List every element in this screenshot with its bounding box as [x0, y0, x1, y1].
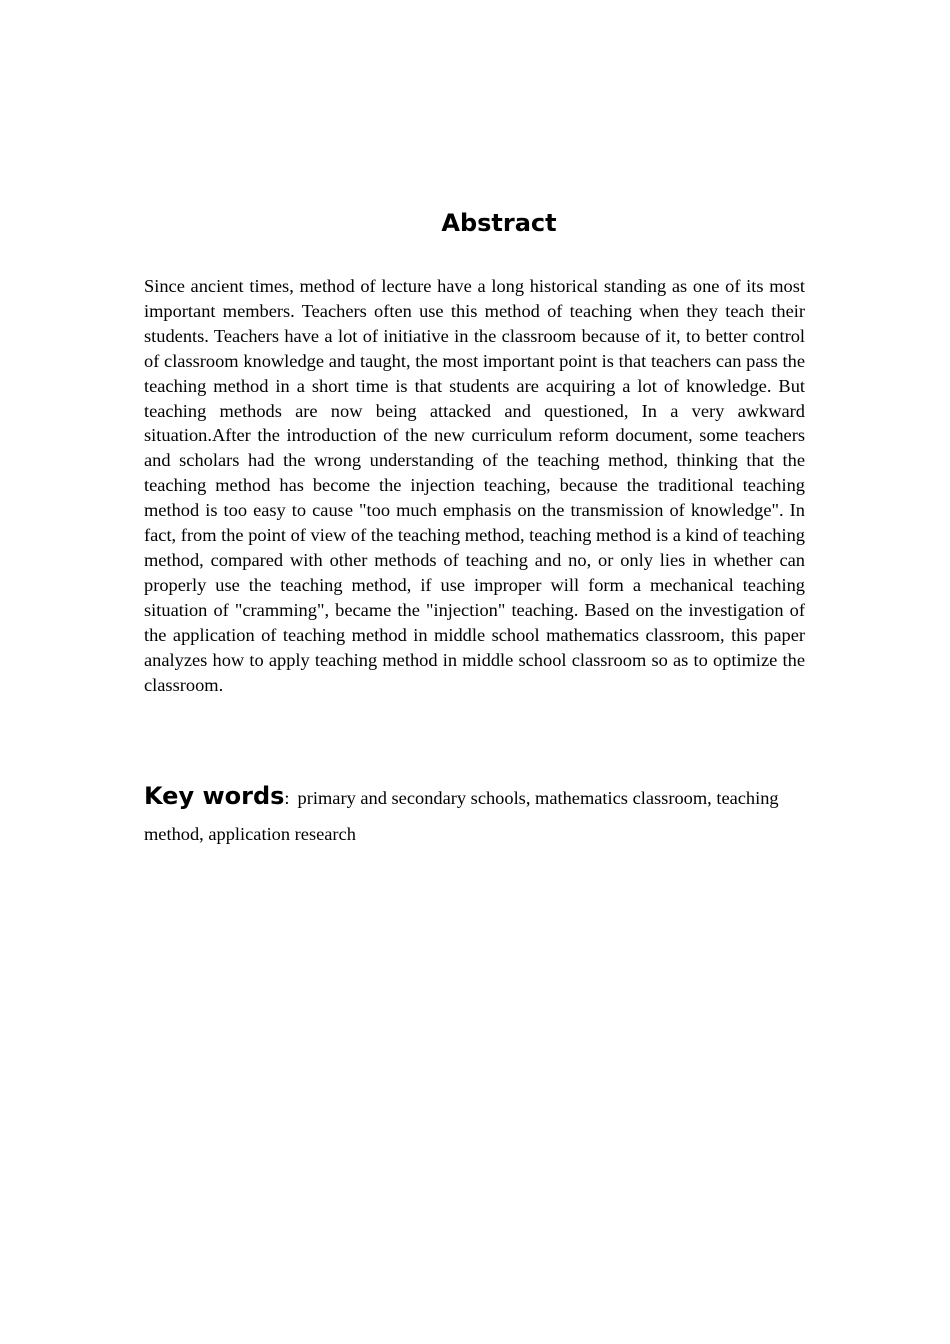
keywords-separator: : — [284, 788, 290, 808]
abstract-title: Abstract — [441, 209, 557, 237]
keywords-paragraph — [144, 778, 805, 852]
keywords-text: primary and secondary schools, mathematics classroom, teaching method, application research — [144, 788, 779, 844]
abstract-body: Since ancient times, method of lecture have a long historical standing as one of its most important members. Teachers often use this method of teaching when they teach their students. Teachers have a lot of initiative in the classroom because of it, to better control of classroom knowledge and taught, the most important point is that teachers can pass the teaching method in a short time is that students are acquiring a lot of knowledge. But teaching methods are now being attacked and questioned, In a very awkward situation.After the introduction of the new curriculum reform document, some teachers and scholars had the wrong understanding of the teaching method, thinking that the teaching method has become the injection teaching, because the traditional teaching method is too easy to cause "too much emphasis on the transmission of knowledge". In fact, from the point of view of the teaching method, teaching method is a kind of teaching method, compared with other methods of teaching and no, or only lies in whether can properly use the teaching method, if use improper will form a mechanical teaching situation of "cramming", became the "injection" teaching. Based on the investigation of the application of teaching method in middle school mathematics classroom, this paper analyzes how to apply teaching method in middle school classroom so as to optimize the classroom. — [144, 276, 805, 695]
keywords-label: Key words — [144, 782, 285, 810]
